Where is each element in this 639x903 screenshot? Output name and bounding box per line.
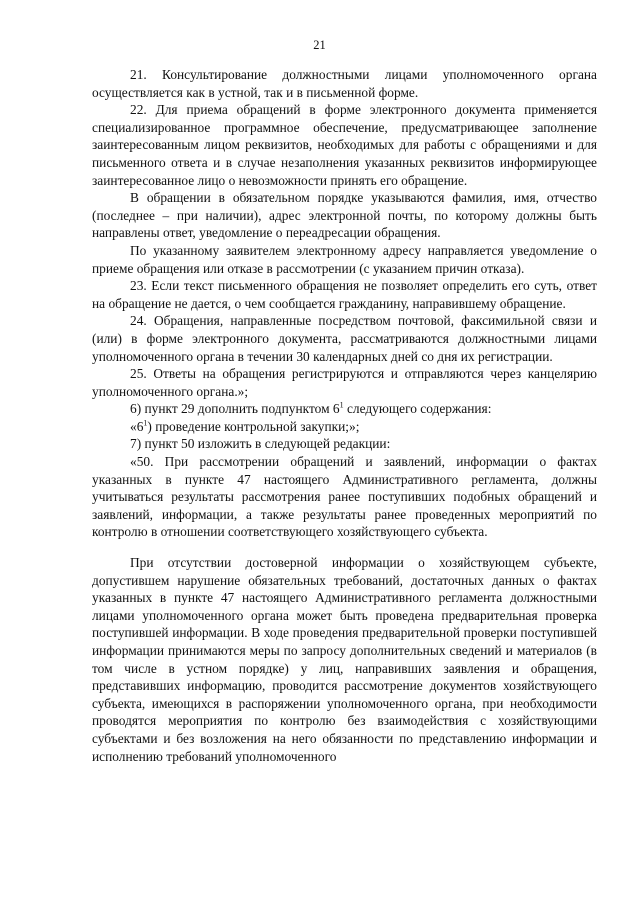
paragraph-24: 24. Обращения, направленные посредством почтовой, факсимильной связи и (или) в форме электронного документа, рассматриваются должностными лицами уполномоченного органа в течении 30 календарных дней со дня их регистрации. <box>92 313 597 364</box>
amendment-6-text: 6) пункт 29 дополнить подпунктом 6 <box>130 401 340 417</box>
subitem-6-1-tail: ) проведение контрольной закупки;»; <box>147 418 360 434</box>
paragraph-amendment-7: 7) пункт 50 изложить в следующей редакции: <box>130 436 391 452</box>
paragraph-amendment-6 <box>92 400 597 418</box>
paragraph-22: 22. Для приема обращений в форме электронного документа применяется специализированное программное обеспечение, предусматривающее заполнение заинтересованным лицом реквизитов, необходимых для работы с обращениями и для письменного ответа и в случае незаполнения указанных реквизитов информирующее заинтересованное лицо о невозможности принять его обращение. <box>92 102 597 188</box>
paragraph-25: 25. Ответы на обращения регистрируются и отправляются через канцелярию уполномоченного органа.»; <box>92 366 597 399</box>
paragraph-50: «50. При рассмотрении обращений и заявлений, информации о фактах указанных в пункте 47 настоящего Административного регламента, должны учитываться результаты рассмотрения ранее поступивших подобных обращений и заявлений, информации, а также результаты ранее проведенных мероприятий по контролю в отношении соответствующего хозяйствующего субъекта. <box>92 454 597 540</box>
paragraph-request-requirements: В обращении в обязательном порядке указываются фамилия, имя, отчество (последнее – при наличии), адрес электронной почты, по которому должны быть направлены ответ, уведомление о переадресации обращения. <box>92 190 597 241</box>
paragraph-21: 21. Консультирование должностными лицами уполномоченного органа осуществляется как в устной, так и в письменной форме. <box>92 67 597 100</box>
paragraph-subitem-6-1 <box>92 418 597 436</box>
superscript-1: 1 <box>339 400 344 410</box>
subitem-6-1-text: «6 <box>130 418 144 434</box>
document-body <box>92 66 597 765</box>
paragraph-23: 23. Если текст письменного обращения не позволяет определить его суть, ответ на обращение не дается, о чем сообщается гражданину, направившему обращение. <box>92 278 597 311</box>
paragraph-notification: По указанному заявителем электронному адресу направляется уведомление о приеме обращения или отказе в рассмотрении (с указанием причин отказа). <box>92 242 597 276</box>
superscript-1: 1 <box>143 418 148 428</box>
amendment-6-tail: следующего содержания: <box>343 401 492 417</box>
page-number: 21 <box>313 38 326 52</box>
paragraph-preliminary-check: При отсутствии достоверной информации о хозяйствующем субъекте, допустившем нарушение обязательных требований, достаточных данных о фактах указанных в пункте 47 настоящего Административного регламента должностными лицами уполномоченного органа может быть проведена предварительная проверка поступившей информации. В ходе проведения предварительной проверки поступившей информации принимаются меры по запросу дополнительных сведений и материалов (в том числе в устном порядке) у лиц, направивших заявления и обращения, представивших информацию, проводится рассмотрение документов хозяйствующего субъекта, имеющихся в распоряжении уполномоченного органа, при необходимости проводятся мероприятия по контролю без взаимодействия с хозяйствующими субъектами и без возложения на него обязанности по представлению информации и исполнению требований уполномоченного <box>92 555 597 764</box>
